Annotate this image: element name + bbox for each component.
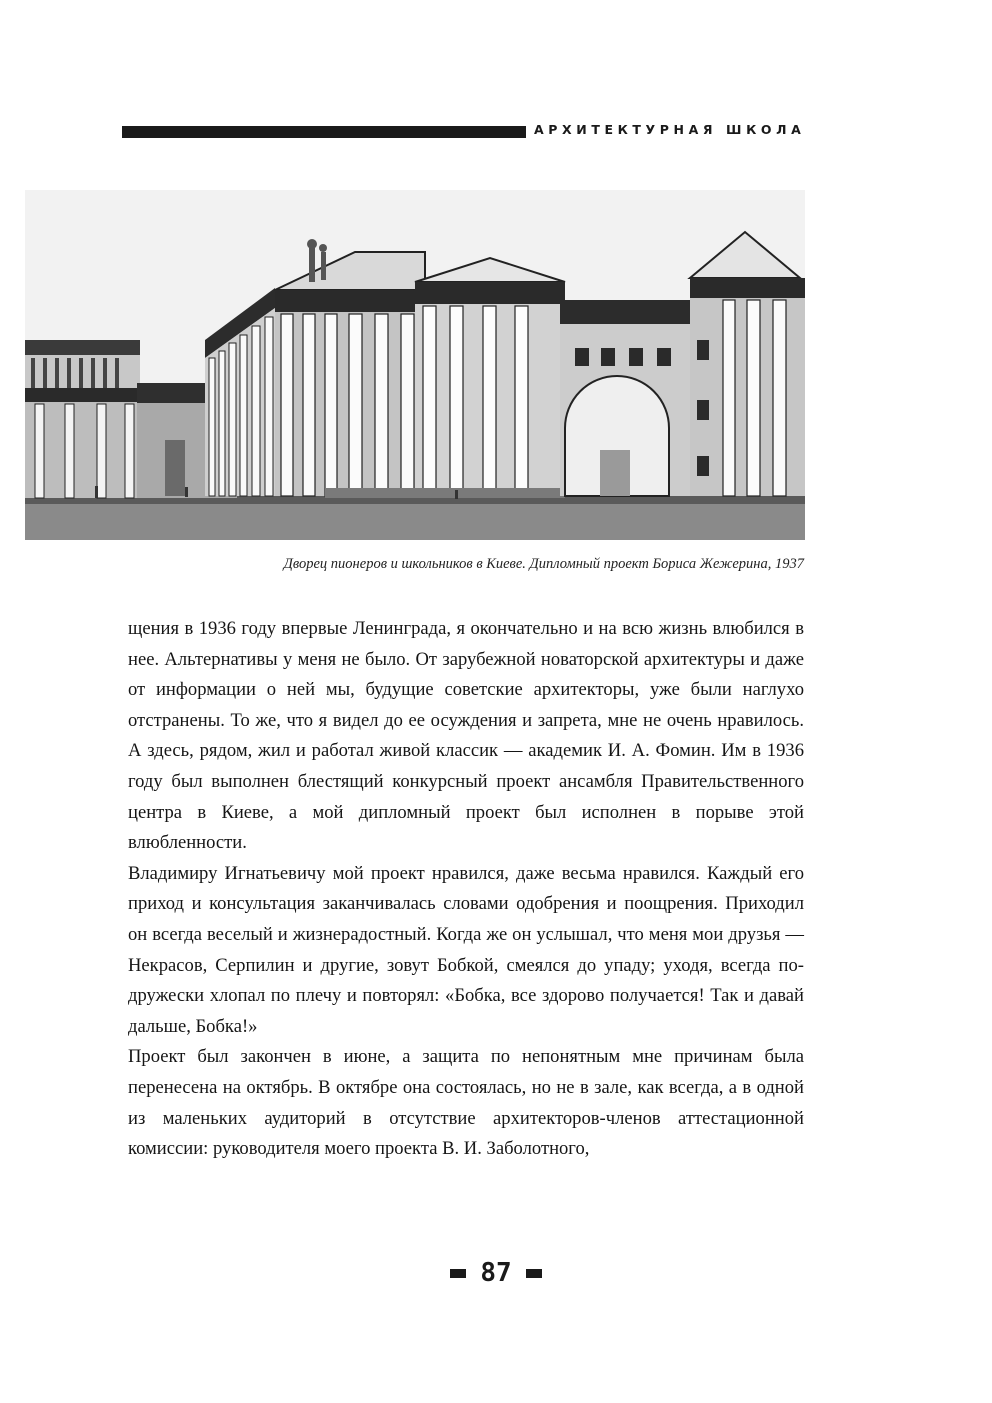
running-header-title: АРХИТЕКТУРНАЯ ШКОЛА [534,122,806,137]
header-rule [122,126,526,138]
page-footer [0,1258,992,1288]
right-wing-with-arch [560,300,690,496]
page-number: 87 [480,1258,512,1288]
architectural-drawing-figure [25,190,805,540]
body-text [128,614,804,1165]
right-pavilion [690,232,805,496]
right-dash-ornament [526,1269,542,1278]
main-portico [275,239,565,498]
paragraph: Владимиру Игнатьевичу мой проект нравился, даже весьма нравился. Каждый его приход и консультация заканчивалась словами одобрения и поощрения. Приходил он всегда веселый и жизнерадостный. Когда же он услышал, что меня мои друзья — Некрасов, Серпилин и другие, зовут Бобкой, смеялся до упаду; уходя, всегда по-дружески хлопал по плечу и повторял: «Бобка, все здорово получается! Так и давай дальше, Бобка!» [128,862,804,1037]
figure-caption: Дворец пионеров и школьников в Киеве. Дипломный проект Бориса Жежерина, 1937 [283,556,804,572]
left-dash-ornament [450,1269,466,1278]
left-wing-building [25,340,143,498]
palace-drawing [25,190,805,540]
paragraph: щения в 1936 году впервые Ленинграда, я окончательно и на всю жизнь влюбился в нее. Альтернативы у меня не было. От зарубежной новаторской архитектуры и даже от информации о ней мы, будущие советские архитекторы, уже были наглухо отстранены. То же, что я видел до ее осуждения и запрета, мне не очень нравилось. А здесь, рядом, жил и работал живой классик — академик И. А. Фомин. Им в 1936 году был выполнен блестящий конкурсный проект ансамбля Правительственного центра в Киеве, а мой дипломный проект был исполнен в порыве этой влюбленности. [128,618,804,854]
paragraph: Проект был закончен в июне, а защита по непонятным мне причинам была перенесена на октябрь. В октябре она состоялась, но не в зале, как всегда, а в одной из маленьких аудиторий в отсутствие архитекторов-членов аттестационной комиссии: руководителя моего проекта В. И. Заболотного, [128,1046,804,1160]
